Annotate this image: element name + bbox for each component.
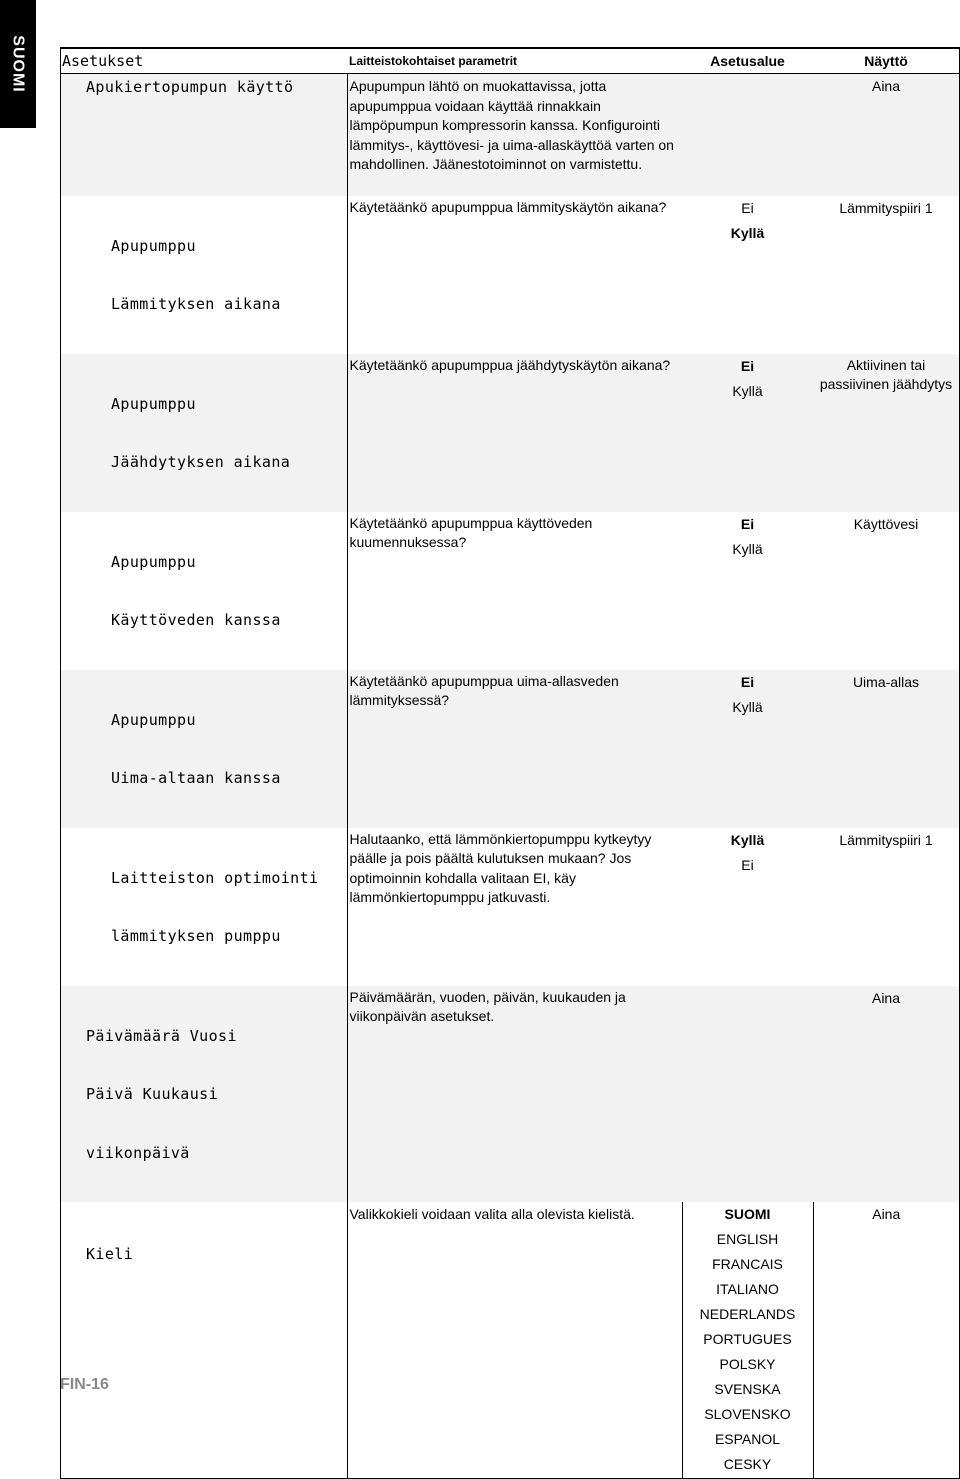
row-description: Käytetäänkö apupumppua uima-allasveden lämmityksessä? <box>347 670 682 828</box>
lcd-line: Käyttöveden kanssa <box>111 611 281 629</box>
row-display: Lämmityspiiri 1 <box>839 831 933 848</box>
lcd-line: Apupumppu <box>111 552 196 571</box>
language-option: FRANCAIS <box>712 1256 783 1272</box>
language-option: NEDERLANDS <box>699 1306 796 1322</box>
language-option: SVENSKA <box>714 1381 781 1397</box>
language-option: ENGLISH <box>716 1231 779 1247</box>
header-display: Näyttö <box>813 49 959 74</box>
lcd-line: Apukiertopumpun käyttö <box>86 78 294 96</box>
range-option: Ei <box>741 856 754 873</box>
table-row <box>61 986 959 1203</box>
row-description: Käytetäänkö apupumppua lämmityskäytön aikana? <box>347 196 682 354</box>
range-option: Kyllä <box>732 698 763 715</box>
row-display: Aina <box>813 74 959 196</box>
row-description: Päivämäärän, vuoden, päivän, kuukauden ja viikonpäivän asetukset. <box>347 986 682 1203</box>
range-option-selected: Kyllä <box>730 831 765 848</box>
header-settings: Asetukset <box>61 49 347 74</box>
language-option: ITALIANO <box>716 1281 779 1297</box>
language-list <box>682 1202 813 1478</box>
row-description: Käytetäänkö apupumppua jäähdytyskäytön aikana? <box>347 354 682 512</box>
lcd-line: Uima-altaan kanssa <box>111 769 281 787</box>
range-option: Kyllä <box>732 540 763 557</box>
lcd-line: Päivä Kuukausi <box>86 1085 219 1103</box>
row-display: Aina <box>813 986 959 1203</box>
lcd-line: Lämmityksen aikana <box>111 295 281 313</box>
language-option: SLOVENSKO <box>704 1406 791 1422</box>
lcd-line: viikonpäivä <box>86 1143 190 1162</box>
language-option: POLSKY <box>719 1356 776 1372</box>
row-description: Käytetäänkö apupumppua käyttöveden kuumennuksessa? <box>347 512 682 670</box>
row-description: Halutaanko, että lämmönkiertopumppu kytkeytyy päälle ja pois päältä kulutuksen mukaan? Jos optimoinnin kohdalla valitaan EI, käy lämmönkiertopumppu jatkuvasti. <box>347 828 682 986</box>
lcd-line: Päivämäärä Vuosi <box>86 1026 237 1045</box>
row-display: Käyttövesi <box>853 515 919 532</box>
table-row <box>61 828 959 986</box>
row-description: Valikkokieli voidaan valita alla olevista kielistä. <box>347 1202 682 1478</box>
table-header-row <box>61 49 959 74</box>
range-option: Ei <box>741 199 754 216</box>
lcd-line: Jäähdytyksen aikana <box>111 453 291 471</box>
lcd-line: Kieli <box>86 1245 134 1263</box>
lcd-line: lämmityksen pumppu <box>111 927 281 945</box>
language-option: CESKY <box>723 1456 772 1472</box>
row-display: Aina <box>813 1202 959 1478</box>
range-option: Kyllä <box>732 382 763 399</box>
header-range: Asetusalue <box>682 49 813 74</box>
row-description: Apupumpun lähtö on muokattavissa, jotta apupumppua voidaan käyttää rinnakkain lämpöpumpun kompressorin kanssa. Konfigurointi lämmitys-, käyttövesi- ja uima-allaskäyttöä varten on mahdollinen. Jäänestotoiminnot on varmistettu. <box>347 74 682 196</box>
table-row <box>61 512 959 670</box>
side-tab-label: SUOMI <box>10 35 28 93</box>
language-option: ESPANOL <box>714 1431 781 1447</box>
lcd-line: Laitteiston optimointi <box>111 868 319 887</box>
range-option-selected: Ei <box>740 673 755 690</box>
table-row <box>61 354 959 512</box>
table-row <box>61 1202 959 1478</box>
range-option-selected: Ei <box>740 515 755 532</box>
settings-table <box>60 47 960 1479</box>
lcd-line: Apupumppu <box>111 710 196 729</box>
page-number: FIN-16 <box>60 1376 109 1393</box>
row-display: Lämmityspiiri 1 <box>839 199 933 216</box>
row-display: Aktiivinen tai passiivinen jäähdytys <box>813 354 959 512</box>
language-option: PORTUGUES <box>703 1331 792 1347</box>
lcd-line: Apupumppu <box>111 394 196 413</box>
table-row <box>61 670 959 828</box>
table-row <box>61 74 959 196</box>
language-option-selected: SUOMI <box>724 1206 771 1222</box>
lcd-line: Apupumppu <box>111 236 196 255</box>
language-side-tab <box>0 0 36 128</box>
table-row <box>61 196 959 354</box>
header-parameters: Laitteistokohtaiset parametrit <box>347 49 682 74</box>
range-option-selected: Kyllä <box>730 224 765 241</box>
row-display: Uima-allas <box>813 670 959 828</box>
range-option-selected: Ei <box>740 357 755 374</box>
